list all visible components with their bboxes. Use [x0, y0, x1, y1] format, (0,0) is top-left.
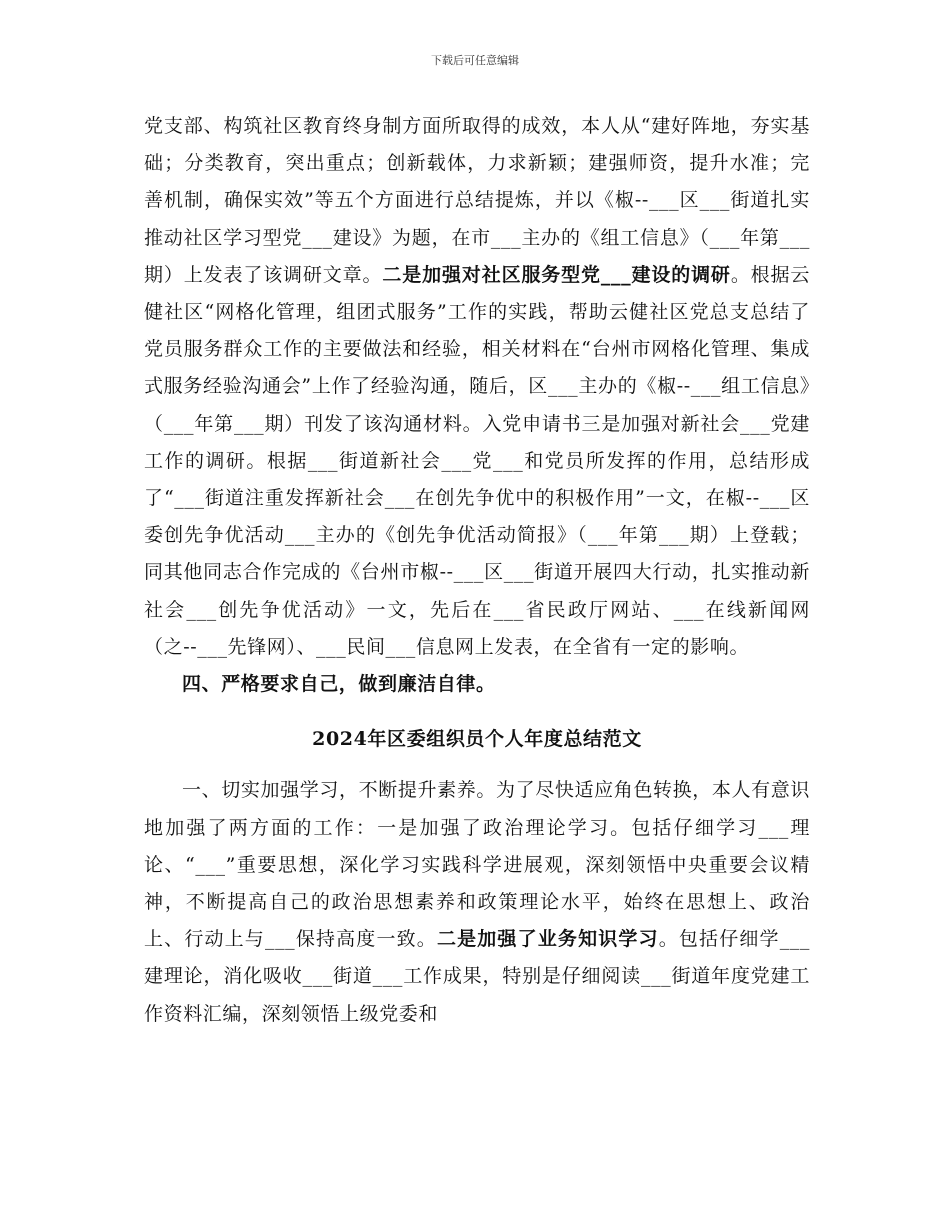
paragraph-text: 。根据云健社区“网格化管理，组团式服务”工作的实践，帮助云健社区党总支总结了党员服务群众工作的主要做法和经验，相关材料在“台州市网格化管理、集成式服务经验沟通会”上作了经验沟通，随后，区___主办的《椒--___组工信息》（___年第___期）刊发了该沟通材料。入党申请书三是加强对新社会___党建工作的调研。根据___街道新社会___党___和党员所发挥的作用，总结形成了“___街道注重发挥新社会___在创先争优中的积极作用”一文，在椒--___区委创先争优活动___主办的《创先争优活动简报》（___年第___期）上登载；同其他同志合作完成的《台州市椒--___区___街道开展四大行动，扎实推动新社会___创先争优活动》一文，先后在___省民政厅网站、___在线新闻网（之--___先锋网）、___民间___信息网上发表，在全省有一定的影响。 — [144, 263, 811, 658]
paragraph-study — [144, 772, 810, 1032]
paragraph-text: 。包括仔细学___建理论，消化吸收___街道___工作成果，特别是仔细阅读___街道年度党建工作资料汇编，深刻领悟上级党委和 — [144, 928, 810, 1025]
page-header-note: 下载后可任意编辑 — [431, 54, 519, 67]
bold-phrase-business-study: 二是加强了业务知识学习 — [436, 928, 659, 951]
document-body — [144, 108, 810, 1033]
paragraph-research-results — [144, 108, 810, 666]
paragraph-text: 党支部、构筑社区教育终身制方面所取得的成效，本人从“建好阵地，夯实基础；分类教育，突出重点；创新载体，力求新颖；建强师资，提升水准；完善机制，确保实效”等五个方面进行总结提炼，并以《椒--___区___街道扎实推动社区学习型党___建设》为题，在市___主办的《组工信息》（___年第___期）上发表了该调研文章。 — [144, 115, 810, 286]
section-heading-self-discipline: 四、严格要求自己，做到廉洁自律。 — [182, 673, 496, 696]
document-title: 2024年区委组织员个人年度总结范文 — [312, 728, 642, 751]
paragraph-text: 一、切实加强学习，不断提升素养。为了尽快适应角色转换，本人有意识地加强了两方面的工作：一是加强了政治理论学习。包括仔细学习___理论、“___”重要思想，深化学习实践科学进展观，深刻领悟中央重要会议精神，不断提高自己的政治思想素养和政策理论水平，始终在思想上、政治上、行动上与___保持高度一致。 — [144, 779, 810, 951]
bold-phrase-service-party-research: 二是加强对社区服务型党___建设的调研 — [382, 263, 731, 286]
